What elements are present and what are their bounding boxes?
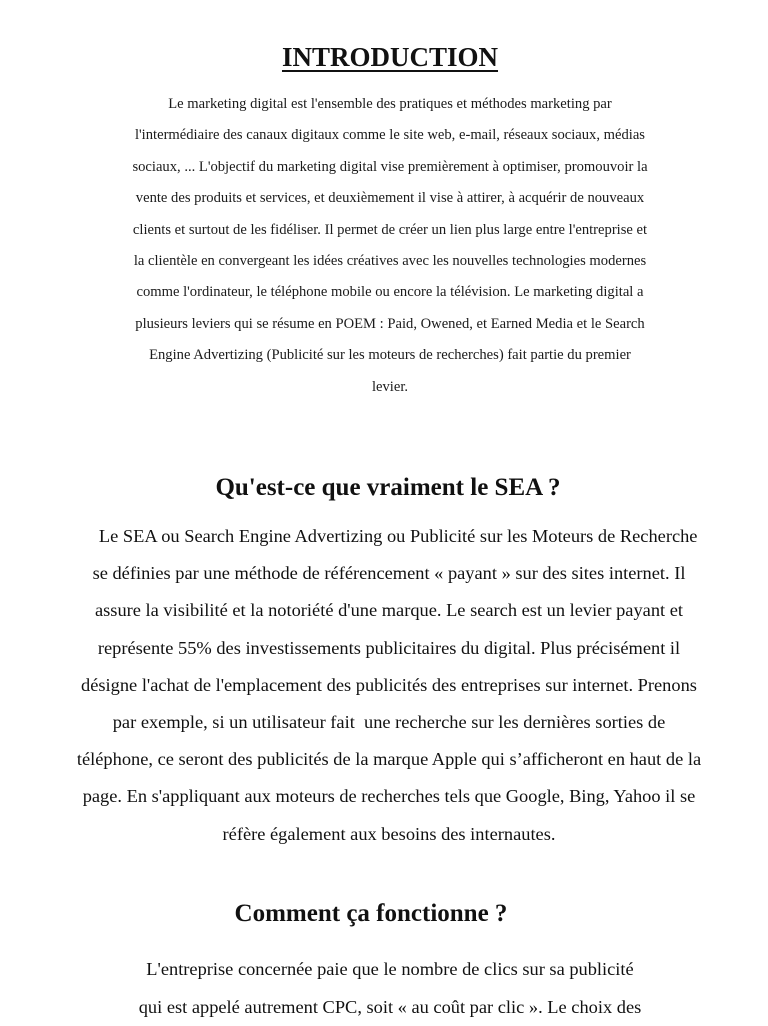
how-it-works-heading: Comment ça fonctionne ? [234, 900, 508, 927]
paragraph-line: l'intermédiaire des canaux digitaux comme le site web, e-mail, réseaux sociaux, médias [135, 127, 645, 144]
paragraph-line: Le SEA ou Search Engine Advertizing ou Publicité sur les Moteurs de Recherche [80, 526, 698, 546]
paragraph-line: plusieurs leviers qui se résume en POEM : Paid, Owened, et Earned Media et le Search [135, 315, 645, 332]
paragraph-line: vente des produits et services, et deuxièmement il vise à attirer, à acquérir de nouveaux [135, 190, 645, 207]
paragraph-line: se définies par une méthode de référencement « payant » sur des sites internet. Il [92, 563, 686, 584]
sea-paragraph [22, 518, 756, 853]
introduction-paragraph [70, 89, 710, 403]
paragraph-line: page. En s'appliquant aux moteurs de recherches tels que Google, Bing, Yahoo il se [82, 786, 696, 807]
paragraph-line: téléphone, ce seront des publicités de la marque Apple qui s’afficheront en haut de la [76, 749, 702, 770]
paragraph-line: clients et surtout de les fidéliser. Il permet de créer un lien plus large entre l'entreprise et [132, 221, 648, 238]
paragraph-line: comme l'ordinateur, le téléphone mobile ou encore la télévision. Le marketing digital a [136, 284, 644, 301]
paragraph-line: réfère également aux besoins des internautes. [222, 823, 556, 844]
paragraph-line: représente 55% des investissements publicitaires du digital. Plus précisément il [97, 637, 681, 658]
introduction-heading: INTRODUCTION [281, 42, 499, 72]
paragraph-line: la clientèle en convergeant les idées créatives avec les nouvelles technologies modernes [133, 253, 647, 270]
sea-heading: Qu'est-ce que vraiment le SEA ? [215, 474, 561, 501]
how-it-works-paragraph [40, 950, 740, 1026]
paragraph-line: qui est appelé autrement CPC, soit « au coût par clic ». Le choix des [138, 997, 642, 1017]
paragraph-line: sociaux, ... L'objectif du marketing digital vise premièrement à optimiser, promouvoir la [132, 158, 648, 175]
paragraph-line: levier. [371, 378, 409, 395]
paragraph-line: L'entreprise concernée paie que le nombre de clics sur sa publicité [146, 959, 634, 979]
paragraph-line: Engine Advertizing (Publicité sur les moteurs de recherches) fait partie du premier [149, 347, 631, 364]
paragraph-line: assure la visibilité et la notoriété d'une marque. Le search est un levier payant et [94, 600, 683, 621]
paragraph-line: désigne l'achat de l'emplacement des publicités des entreprises sur internet. Prenons [81, 674, 697, 695]
paragraph-line: par exemple, si un utilisateur fait une recherche sur les dernières sorties de [112, 712, 666, 733]
paragraph-line: Le marketing digital est l'ensemble des pratiques et méthodes marketing par [168, 96, 612, 112]
